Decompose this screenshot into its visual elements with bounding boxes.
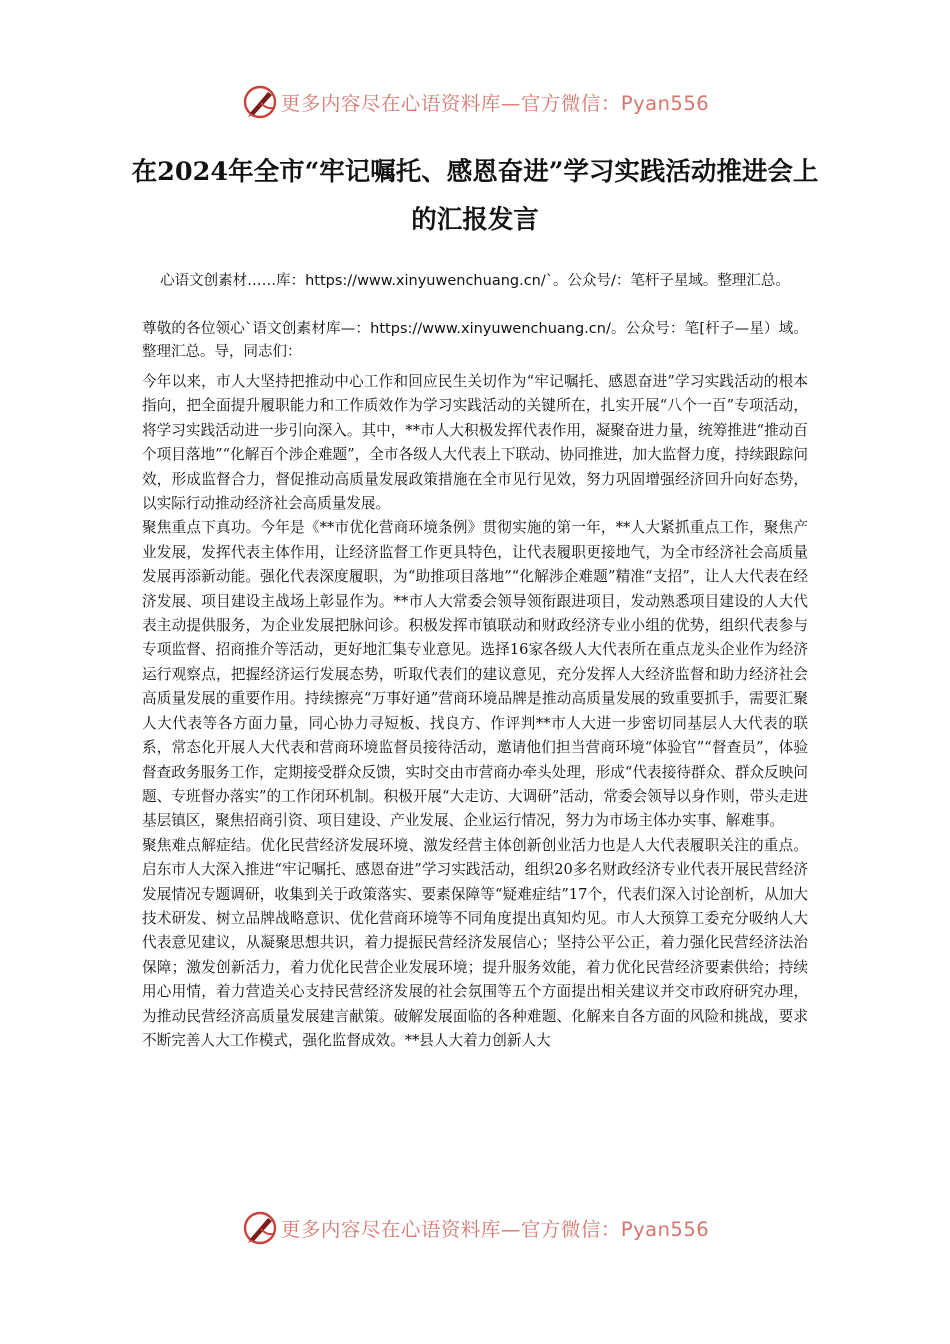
source-line: 心语文创素材……库：https://www.xinyuwenchuang.cn/`。公众号/：笔杆子星域。整理汇总。	[160, 273, 790, 289]
document-body	[142, 370, 808, 1053]
pen-in-circle-icon	[241, 1209, 279, 1247]
paragraph: 今年以来，市人大坚持把推动中心工作和回应民生关切作为“牢记嘱托、感恩奋进”学习实践活动的根本指向，把全面提升履职能力和工作质效作为学习实践活动的关键所在，扎实开展“八个一百”专项活动，将学习实践活动进一步引向深入。其中，**市人大积极发挥代表作用，凝聚奋进力量，统筹推进“推动百个项目落地”“化解百个涉企难题”，全市各级人大代表上下联动、协同推进，加大监督力度，持续跟踪问效，形成监督合力，督促推动高质量发展政策措施在全市见行见效，努力巩固增强经济回升向好态势，以实际行动推动经济社会高质量发展。	[142, 373, 808, 513]
watermark-text: 更多内容尽在心语资料库—官方微信：Pyan556	[280, 1218, 710, 1241]
paragraph: 聚焦重点下真功。今年是《**市优化营商环境条例》贯彻实施的第一年，**人大紧抓重点工作，聚焦产业发展，发挥代表主体作用，让经济监督工作更具特色，让代表履职更接地气，为全市经济社会高质量发展再添新动能。强化代表深度履职，为“助推项目落地”“化解涉企难题”精准“支招”，让人大代表在经济发展、项目建设主战场上彰显作为。**市人大常委会领导领衔跟进项目，发动熟悉项目建设的人大代表主动提供服务，为企业发展把脉问诊。积极发挥市镇联动和财政经济专业小组的优势，组织代表参与专项监督、招商推介等活动，更好地汇集专业意见。选择16家各级人大代表所在重点龙头企业作为经济运行观察点，把握经济运行发展态势，听取代表们的建议意见，充分发挥人大经济监督和助力经济社会高质量发展的重要作用。持续擦亮“万事好通”营商环境品牌是推动高质量发展的致重要抓手，需要汇聚人大代表等各方面力量，同心协力寻短板、找良方、作评判**市人大进一步密切同基层人大代表的联系，常态化开展人大代表和营商环境监督员接待活动，邀请他们担当营商环境“体验官”“督查员”，体验督查政务服务工作，定期接受群众反馈，实时交由市营商办牵头处理，形成“代表接待群众、群众反映问题、专班督办落实”的工作闭环机制。积极开展“大走访、大调研”活动，常委会领导以身作则，带头走进基层镇区，聚焦招商引资、项目建设、产业发展、企业运行情况，努力为市场主体办实事、解难事。	[142, 519, 808, 830]
watermark-text: 更多内容尽在心语资料库—官方微信：Pyan556	[280, 92, 710, 115]
paragraph: 聚焦难点解症结。优化民营经济发展环境、激发经营主体创新创业活力也是人大代表履职关注的重点。启东市人大深入推进“牢记嘱托、感恩奋进”学习实践活动，组织20多名财政经济专业代表开展民营经济发展情况专题调研，收集到关于政策落实、要素保障等“疑难症结”17个，代表们深入讨论剖析，从加大技术研发、树立品牌战略意识、优化营商环境等不同角度提出真知灼见。市人大预算工委充分吸纳人大代表意见建议，从凝聚思想共识，着力提振民营经济发展信心；坚持公平公正，着力强化民营经济法治保障；激发创新活力，着力优化民营企业发展环境；提升服务效能，着力优化民营经济要素供给；持续用心用情，着力营造关心支持民营经济发展的社会氛围等五个方面提出相关建议并交市政府研究办理，为推动民营经济高质量发展建言献策。破解发展面临的各种难题、化解来自各方面的风险和挑战，要求不断完善人大工作模式，强化监督成效。**县人大着力创新人大	[142, 836, 808, 1049]
pen-in-circle-icon	[241, 83, 279, 121]
salutation: 尊敬的各位领心`语文创素材库—：https://www.xinyuwenchuang.cn/。公众号：笔[杆子—星）域。整理汇总。导，同志们：	[142, 321, 808, 360]
bottom-watermark-banner	[0, 1208, 950, 1248]
document-title: 在2024年全市“牢记嘱托、感恩奋进”学习实践活动推进会上的汇报发言	[131, 157, 819, 235]
top-watermark-banner	[0, 82, 950, 122]
